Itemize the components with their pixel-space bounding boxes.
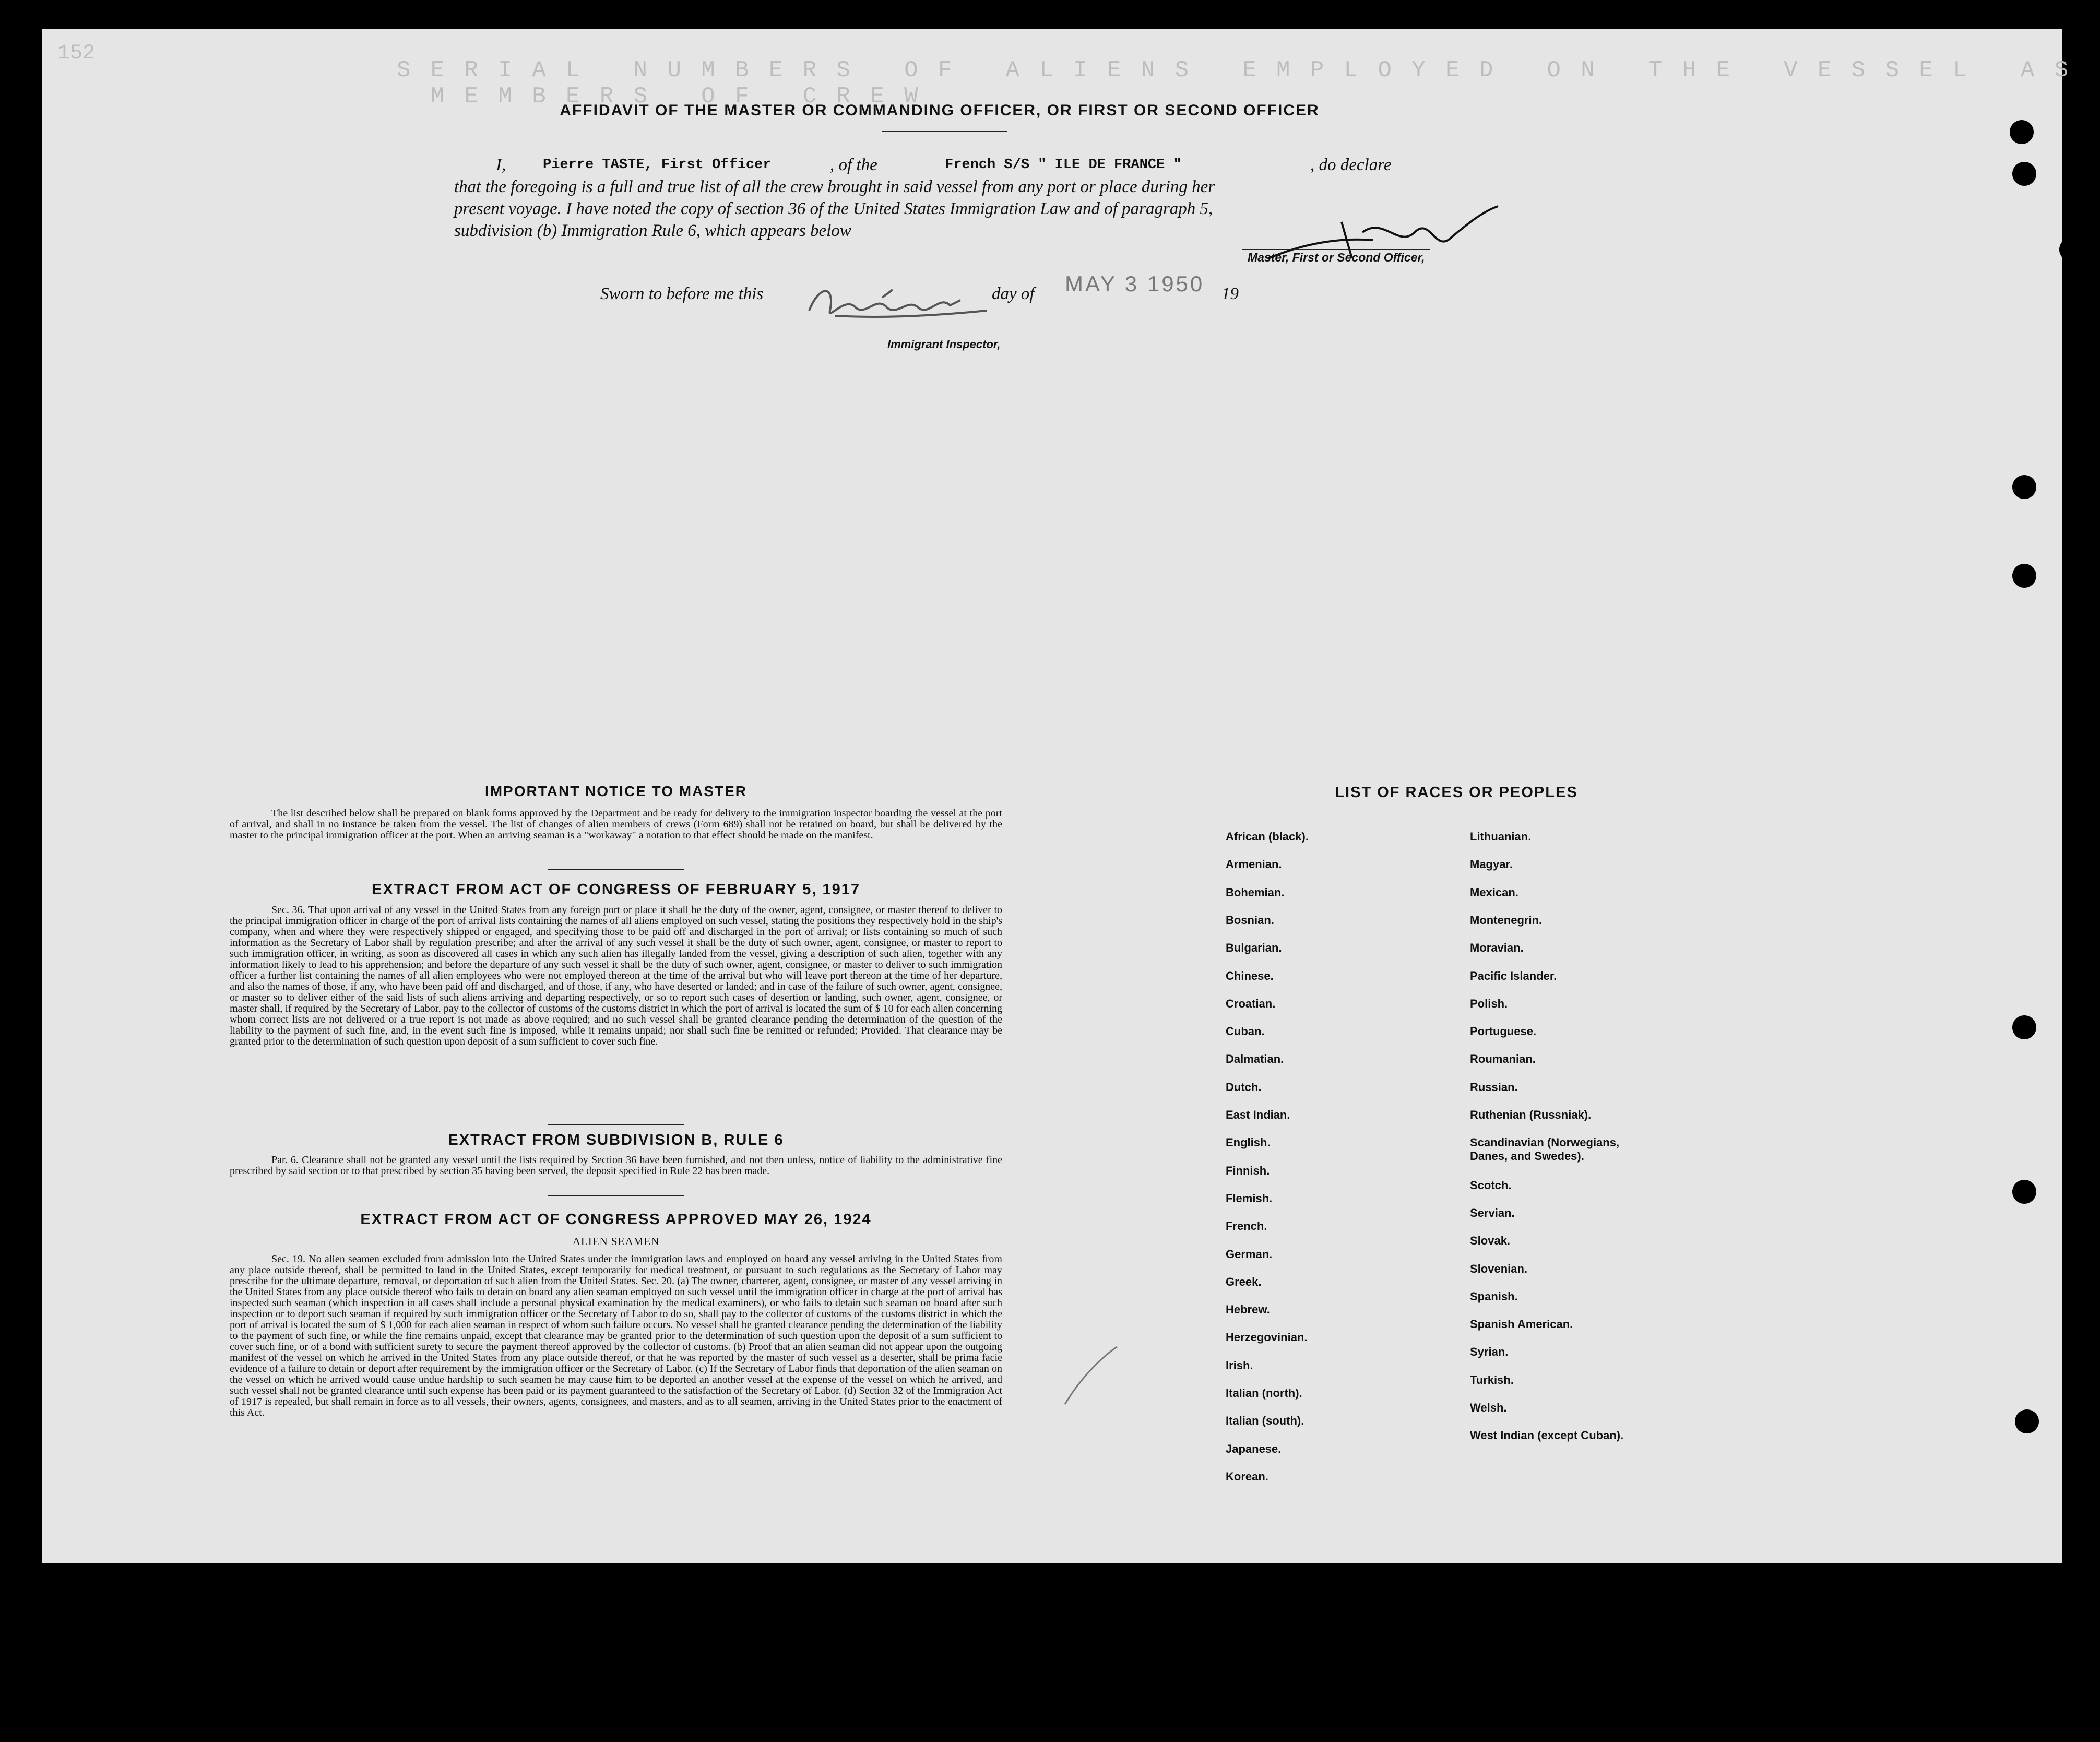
inspector-caption: Immigrant Inspector,	[887, 338, 1001, 351]
race-item: Russian.	[1470, 1080, 1518, 1094]
race-item: Slovenian.	[1470, 1262, 1528, 1275]
race-item: Cuban.	[1226, 1025, 1265, 1038]
race-item: Bohemian.	[1226, 885, 1285, 899]
race-item: Italian (south).	[1226, 1414, 1304, 1428]
divider	[548, 869, 684, 870]
race-item: Spanish American.	[1470, 1318, 1573, 1331]
pencil-mark	[1060, 1342, 1122, 1409]
vessel-name: French S/S " ILE DE FRANCE "	[945, 157, 1182, 173]
race-item: East Indian.	[1226, 1108, 1290, 1121]
affidavit-line-4: subdivision (b) Immigration Rule 6, which appears below	[454, 221, 851, 240]
sworn-day-of: day of	[992, 285, 1035, 303]
race-item: Croatian.	[1226, 997, 1276, 1010]
title-rule	[882, 131, 1007, 132]
race-item: Syrian.	[1470, 1345, 1509, 1359]
punch-hole	[2015, 1409, 2039, 1433]
race-item: English.	[1226, 1136, 1271, 1150]
divider	[548, 1124, 684, 1125]
race-item: Armenian.	[1226, 858, 1282, 871]
race-item: Japanese.	[1226, 1442, 1282, 1455]
year-prefix: 19	[1221, 285, 1239, 303]
affidavit-prefix: I,	[496, 156, 506, 174]
race-item: Polish.	[1470, 997, 1508, 1010]
race-item: Irish.	[1226, 1358, 1253, 1372]
race-item: Pacific Islander.	[1470, 969, 1557, 982]
race-item: Mexican.	[1470, 885, 1518, 899]
signature-caption: Master, First or Second Officer,	[1248, 251, 1425, 264]
extract1-title: EXTRACT FROM ACT OF CONGRESS OF FEBRUARY 5, 1917	[371, 881, 861, 898]
race-item: Slovak.	[1470, 1234, 1511, 1248]
race-item: Bulgarian.	[1226, 941, 1282, 955]
affidavit-line-3: present voyage. I have noted the copy of section 36 of the United States Immigration Law and of paragraph 5,	[454, 199, 1213, 218]
race-item: African (black).	[1226, 830, 1309, 843]
extract3-subtitle: ALIEN SEAMEN	[572, 1235, 660, 1248]
races-title: LIST OF RACES OR PEOPLES	[1335, 784, 1578, 801]
race-item: Greek.	[1226, 1275, 1262, 1288]
race-item: Roumanian.	[1470, 1052, 1536, 1066]
notice-title: IMPORTANT NOTICE TO MASTER	[484, 783, 748, 799]
extract3-body: Sec. 19. No alien seamen excluded from admission into the United States under the immigration laws and employed on board any vessel arriving in the United States from any place outside thereof, shall be permitted to land in the United States, except temporarily for medical treatment, or pursuant to such regulations as the Secretary of Labor may prescribe for the ultimate departure, removal, or deportation of such alien from the United States. Sec. 20. (a) The owner, charterer, agent, consignee, or master of any vessel arriving in the United States from any place outside thereof who fails to detain on board any alien seaman employed on such vessel until the immigration officer in charge at the port of arrival has inspected such seaman (which inspection in all cases shall include a personal physical examination by the medical examiners), or who fails to detain such seaman on board after such inspection or to deport such seaman if required by such immigration officer or the Secretary of Labor to do so, shall pay to the collector of customs of the customs district in which the port of arrival is located the sum of $ 1,000 for each alien seaman in respect of whom such failure occurs. No vessel shall be granted clearance pending the determination of the liability to the payment of such fine, or while the fine remains unpaid, except that clearance may be granted prior to the determination of such question upon the deposit of a sum sufficient to cover such fine, or of a bond with sufficient surety to secure the payment thereof approved by the collector of customs. (b) Proof that an alien seaman did not appear upon the outgoing manifest of the vessel on which he arrived in the United States from any place outside thereof, or that he was reported by the master of such vessel as a deserter, shall be prima facie evidence of a failure to detain or deport after requirement by the immigration officer or the Secretary of Labor. (c) If the Secretary of Labor finds that deportation of the alien seaman on the vessel on which he arrived would cause undue hardship to such seamen he may cause him to be deported an another vessel at the expense of the vessel on which he arrived, and such vessel shall not be granted clearance until such expense has been paid or its payment guaranteed to the satisfaction of the Secretary of Labor. (d) Section 32 of the Immigration Act of 1917 is repealed, but shall remain in force as to all vessels, their owners, agents, consignees, and masters, and as to all seamen, arriving in the United States prior to the enactment of this Act.	[230, 1253, 1002, 1418]
race-item: Bosnian.	[1226, 913, 1274, 927]
race-item: Scotch.	[1470, 1178, 1512, 1192]
bleed-through-page-number: 152	[57, 42, 96, 65]
race-item: Moravian.	[1470, 941, 1524, 955]
extract3-title: EXTRACT FROM ACT OF CONGRESS APPROVED MAY 26, 1924	[360, 1211, 872, 1228]
affidavit-line-2: that the foregoing is a full and true list of all the crew brought in said vessel from any port or place during her	[454, 177, 1215, 196]
race-item: German.	[1226, 1247, 1273, 1261]
race-item: Dutch.	[1226, 1080, 1262, 1094]
sworn-prefix: Sworn to before me this	[600, 285, 764, 303]
race-item: Korean.	[1226, 1470, 1268, 1483]
race-item: Spanish.	[1470, 1289, 1518, 1303]
punch-hole	[2012, 1015, 2036, 1039]
race-item: Dalmatian.	[1226, 1052, 1284, 1066]
race-item: Turkish.	[1470, 1373, 1514, 1387]
race-item: French.	[1226, 1219, 1267, 1233]
race-item: Herzegovinian.	[1226, 1331, 1308, 1344]
race-item: Magyar.	[1470, 858, 1513, 871]
divider	[548, 1195, 684, 1196]
race-item: Flemish.	[1226, 1191, 1273, 1205]
date-stamp: MAY 3 1950	[1065, 271, 1205, 296]
punch-hole	[2012, 162, 2036, 186]
race-item: Chinese.	[1226, 969, 1274, 982]
race-item: Scandinavian (Norwegians, Danes, and Swedes).	[1470, 1136, 1620, 1163]
race-item: Servian.	[1470, 1206, 1515, 1219]
punch-hole	[2059, 238, 2083, 262]
race-item: Ruthenian (Russniak).	[1470, 1108, 1592, 1121]
extract2-body: Par. 6. Clearance shall not be granted any vessel until the lists required by Section 36 have been furnished, and not then unless, notice of liability to the administrative fine prescribed by said section or to that prescribed by section 35 having been served, the deposit specified in Rule 22 has been made.	[230, 1154, 1002, 1177]
punch-hole	[2012, 1180, 2036, 1204]
race-item: Finnish.	[1226, 1164, 1270, 1177]
punch-hole	[2010, 120, 2034, 144]
affidavit-of-the: , of the	[830, 156, 877, 174]
inspector-signature	[804, 279, 992, 326]
notice-body: The list described below shall be prepared on blank forms approved by the Department and be ready for delivery to the immigration inspector boarding the vessel at the port of arrival, and shall in no instance be taken from the vessel. The list of changes of alien members of crews (Form 689) shall not be retained on board, but shall be delivered by the master to the principal immigration officer at the port. When an arriving seaman is a "workaway" a notation to that effect should be made on the manifest.	[230, 808, 1002, 841]
race-item: Italian (north).	[1226, 1387, 1302, 1400]
extract2-title: EXTRACT FROM SUBDIVISION B, RULE 6	[448, 1132, 784, 1148]
race-item: Montenegrin.	[1470, 913, 1543, 927]
race-item: West Indian (except Cuban).	[1470, 1429, 1624, 1442]
punch-hole	[2012, 475, 2036, 499]
race-item: Lithuanian.	[1470, 830, 1532, 843]
bleed-through-heading: S E R I A L N U M B E R S O F A L I E N S E M P L O Y E D O N T H E V E S S E L A S M E M B E R S O F C R E W	[397, 57, 2072, 110]
race-item: Hebrew.	[1226, 1303, 1270, 1317]
punch-hole	[2012, 564, 2036, 588]
race-item: Portuguese.	[1470, 1025, 1537, 1038]
race-item: Welsh.	[1470, 1401, 1507, 1414]
officer-name: Pierre TASTE, First Officer	[543, 157, 772, 173]
affidavit-declare: , do declare	[1310, 156, 1392, 174]
extract1-body: Sec. 36. That upon arrival of any vessel in the United States from any foreign port or place it shall be the duty of the owner, agent, consignee, or master thereof to deliver to the principal immigration officer in charge of the port of arrival lists containing the names of all aliens employed on such vessel, stating the positions they respectively hold in the ship's company, when and where they were respectively shipped or engaged, and specifying those to be paid off and discharged in the port of arrival; or lists containing so much of such information as the Secretary of Labor shall by regulation prescribe; and after the arrival of any such vessel it shall be the duty of such owner, agent, consignee, or master to report to such immigration officer, in writing, as soon as discovered all cases in which any such alien has illegally landed from the vessel, giving a description of such alien, together with any information likely to lead to his apprehension; and before the departure of any such vessel it shall be the duty of such owner, agent, consignee, or master to deliver to such immigration officer a further list containing the names of all alien employees who were not employed thereon at the time of the arrival but who will leave port thereon at the time of her departure, and also the names of those, if any, who have been paid off and discharged, and of those, if any, who have deserted or landed; and in case of the failure of such owner, agent, consignee, or master so to deliver either of the said lists of such aliens arriving and departing respectively, or so to report such cases of desertion or landing, such owner, agent, consignee, or master shall, if required by the Secretary of Labor, pay to the collector of customs of the customs district in which the port of arrival is located the sum of $ 10 for each alien concerning whom correct lists are not delivered or a true report is not made as above required; and no such vessel shall be granted clearance pending the determination of the question of the liability to the payment of such fine, and, in the event such fine is imposed, while it remains unpaid; nor shall such fine be remitted or refunded; Provided. That clearance may be granted prior to the determination of such question upon deposit of a sum sufficient to cover such fine.	[230, 904, 1002, 1047]
affidavit-title: AFFIDAVIT OF THE MASTER OR COMMANDING OFFICER, OR FIRST OR SECOND OFFICER	[560, 102, 1320, 119]
